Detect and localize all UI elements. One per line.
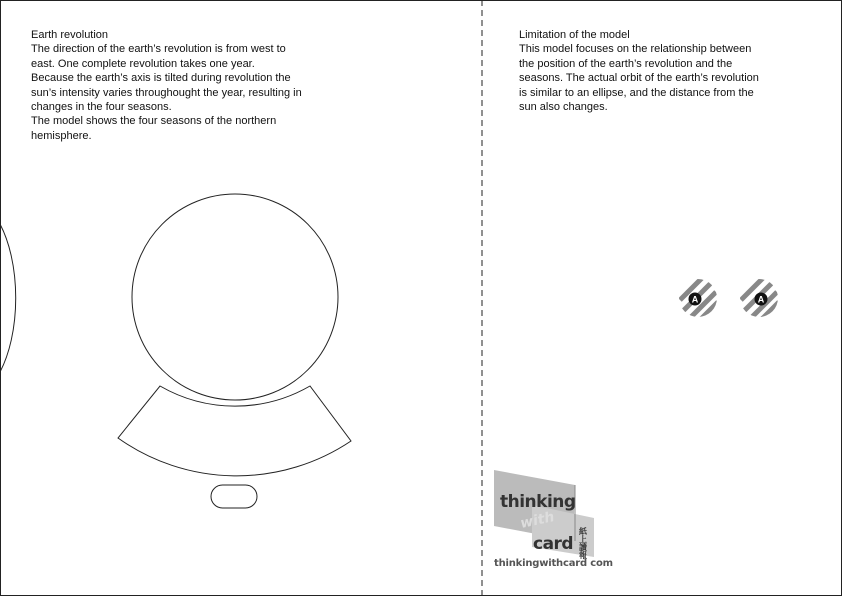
slot-marker-label: A	[691, 294, 699, 305]
text-line: changes in the four seasons.	[31, 101, 172, 114]
thinkingwithcard-logo	[494, 470, 594, 560]
text-line: seasons. The actual orbit of the earth’s revolution	[519, 72, 759, 85]
text-line: sun also changes.	[519, 101, 608, 114]
text-line: The model shows the four seasons of the northern	[31, 115, 277, 128]
slot-marker	[680, 274, 718, 328]
text-line: The direction of the earth’s revolution is from west to	[31, 43, 286, 56]
arc-band-cutout	[118, 386, 351, 476]
slot-marker-label: A	[757, 294, 765, 305]
logo-word-with: with	[518, 509, 556, 532]
logo-word-card: card	[533, 534, 574, 554]
edge-semicircle-cutout	[0, 224, 16, 372]
text-line: east. One complete revolution takes one year.	[31, 57, 255, 70]
limitation-heading: Limitation of the model	[519, 29, 630, 41]
logo-chinese: 紙上讀報	[578, 527, 588, 559]
text-line: the position of the earth’s revolution and the	[519, 57, 733, 70]
text-line: sun’s intensity varies throughought the year, resulting in	[31, 86, 302, 99]
earth-revolution-heading: Earth revolution	[31, 29, 109, 41]
text-line: is similar to an ellipse, and the distance from the	[519, 86, 754, 99]
logo-url: thinkingwithcard com	[494, 558, 613, 569]
text-line: hemisphere.	[31, 129, 92, 142]
text-line: This model focuses on the relationship between	[519, 43, 752, 56]
slot-cutout	[211, 485, 257, 508]
logo-word-thinking: thinking	[500, 492, 576, 512]
text-line: Because the earth’s axis is tilted during revolution the	[31, 72, 291, 85]
earth-circle-cutout	[132, 194, 338, 400]
